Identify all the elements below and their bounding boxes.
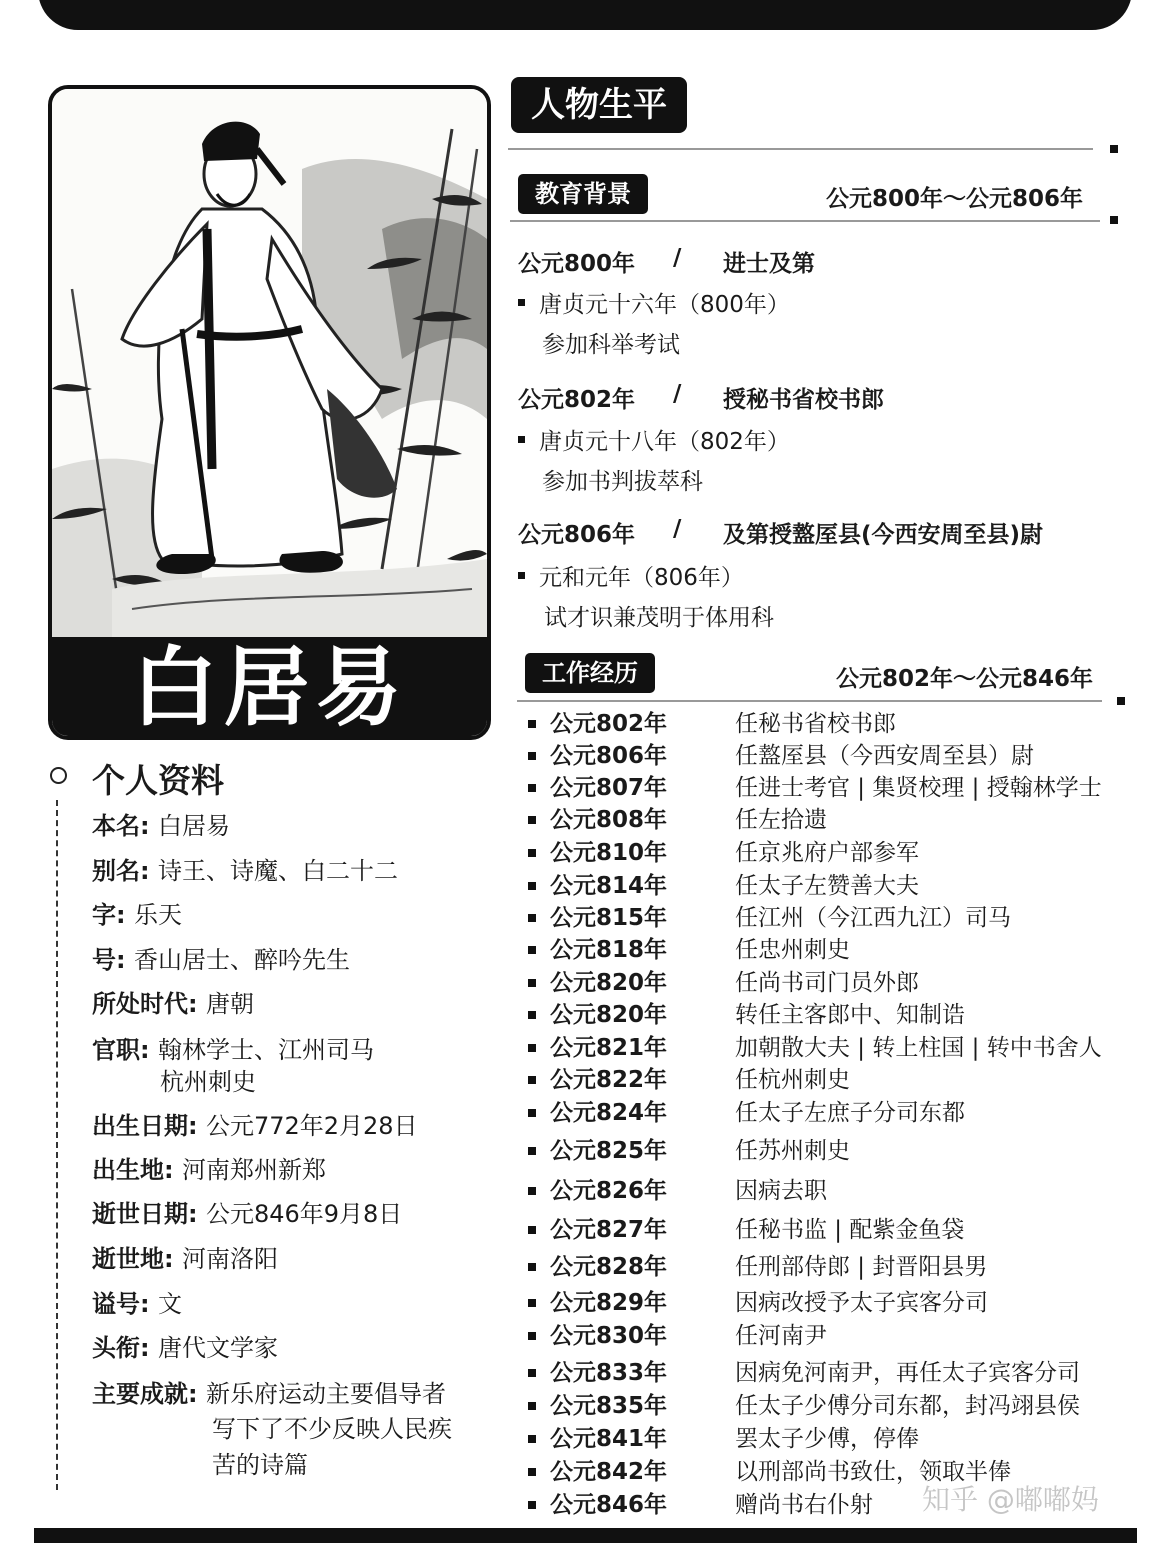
profile-dashed-line	[56, 800, 58, 1490]
divider	[517, 700, 1102, 702]
work-label: 工作经历	[525, 653, 655, 693]
square-bullet-icon	[528, 1011, 536, 1019]
square-bullet-icon	[528, 1299, 536, 1307]
profile-field-title: 头衔: 唐代文学家	[92, 1334, 278, 1362]
watermark: 知乎 @嘟嘟妈	[922, 1483, 1099, 1516]
square-bullet-icon	[518, 436, 525, 443]
profile-field-posts: 官职: 翰林学士、江州司马 杭州刺史	[92, 1036, 374, 1096]
square-bullet-icon	[528, 1076, 536, 1084]
square-bullet-icon	[528, 946, 536, 954]
education-entry-date: 唐贞元十六年（800年）	[518, 286, 790, 319]
square-bullet-icon	[528, 979, 536, 987]
square-bullet-icon	[518, 572, 525, 579]
profile-field-death-place: 逝世地: 河南洛阳	[92, 1245, 278, 1273]
profile-field-name: 本名: 白居易	[92, 812, 230, 840]
profile-field-achievements: 主要成就: 新乐府运动主要倡导者 写下了不少反映人民疾 苦的诗篇	[92, 1380, 452, 1479]
square-bullet-icon	[528, 1263, 536, 1271]
square-bullet-icon	[528, 816, 536, 824]
bottom-bar	[34, 1528, 1137, 1543]
square-bullet-icon	[528, 1468, 536, 1476]
education-entry-heading: 公元802年 / 授秘书省校书郎	[518, 381, 884, 413]
profile-field-alias: 别名: 诗王、诗魔、白二十二	[92, 857, 398, 885]
square-marker-icon	[1110, 145, 1118, 153]
square-bullet-icon	[528, 1501, 536, 1509]
education-range: 公元800年～公元806年	[826, 186, 1084, 212]
profile-field-birth-date: 出生日期: 公元772年2月28日	[92, 1112, 418, 1140]
square-bullet-icon	[528, 1435, 536, 1443]
square-bullet-icon	[528, 752, 536, 760]
square-bullet-icon	[528, 1147, 536, 1155]
square-bullet-icon	[528, 1332, 536, 1340]
education-entry-detail: 参加科举考试	[542, 332, 680, 358]
square-bullet-icon	[528, 1044, 536, 1052]
square-marker-icon	[1117, 697, 1125, 705]
education-entry-heading: 公元806年 / 及第授盩厔县(今西安周至县)尉	[518, 516, 1044, 548]
poet-portrait-image	[52, 89, 487, 637]
square-bullet-icon	[518, 299, 525, 306]
square-bullet-icon	[528, 720, 536, 728]
profile-title: 个人资料	[92, 761, 224, 800]
education-entry-detail: 试才识兼茂明于体用科	[544, 605, 774, 631]
square-bullet-icon	[528, 1402, 536, 1410]
profile-field-courtesy: 字: 乐天	[92, 901, 182, 929]
portrait-card	[48, 85, 491, 740]
education-entry-heading: 公元800年 / 进士及第	[518, 245, 815, 277]
circle-bullet-icon	[50, 767, 67, 784]
profile-field-era: 所处时代: 唐朝	[92, 990, 254, 1018]
education-label: 教育背景	[518, 174, 648, 214]
square-bullet-icon	[528, 914, 536, 922]
top-banner	[38, 0, 1132, 30]
square-bullet-icon	[528, 1187, 536, 1195]
profile-field-death-date: 逝世日期: 公元846年9月8日	[92, 1200, 403, 1228]
profile-field-art-name: 号: 香山居士、醉吟先生	[92, 946, 350, 974]
square-bullet-icon	[528, 1109, 536, 1117]
square-marker-icon	[1110, 216, 1118, 224]
education-entry-date: 元和元年（806年）	[518, 559, 744, 592]
education-entry-detail: 参加书判拔萃科	[542, 469, 703, 495]
square-bullet-icon	[528, 784, 536, 792]
profile-field-birthplace: 出生地: 河南郑州新郑	[92, 1156, 326, 1184]
square-bullet-icon	[528, 1369, 536, 1377]
divider	[510, 220, 1100, 222]
square-bullet-icon	[528, 882, 536, 890]
poet-name-plate: 白居易	[52, 637, 487, 740]
work-range: 公元802年～公元846年	[836, 666, 1094, 692]
divider	[508, 148, 1093, 150]
square-bullet-icon	[528, 1226, 536, 1234]
square-bullet-icon	[528, 849, 536, 857]
section-title-badge: 人物生平	[511, 77, 687, 133]
profile-field-posthumous-name: 谥号: 文	[92, 1290, 182, 1318]
education-entry-date: 唐贞元十八年（802年）	[518, 423, 790, 456]
